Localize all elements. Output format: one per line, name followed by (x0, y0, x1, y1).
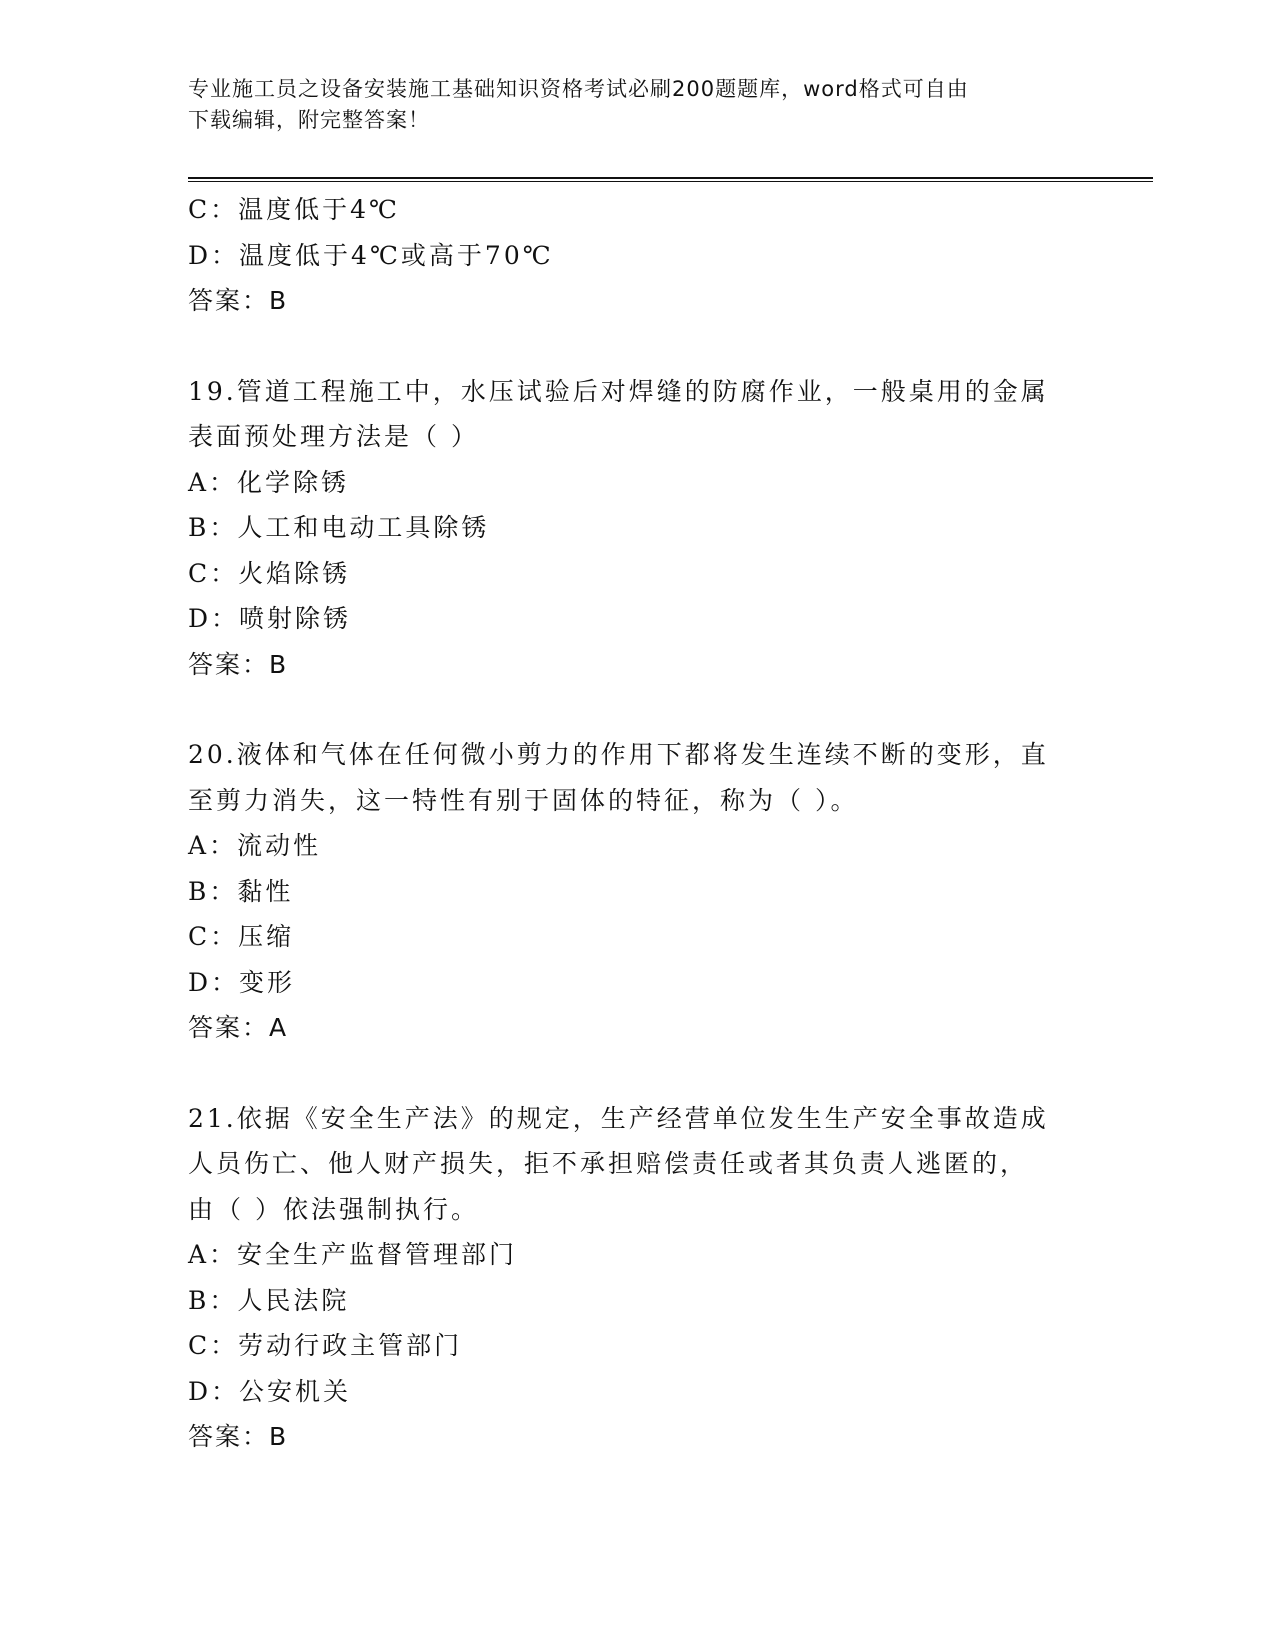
option-a: A：化学除锈 (188, 467, 350, 497)
question-text: 20.液体和气体在任何微小剪力的作用下都将发生连续不断的变形，直 (188, 740, 1049, 769)
option-d: D：温度低于4℃或高于70℃ (188, 240, 554, 270)
header-divider-thin (188, 181, 1153, 182)
answer: 答案：A (188, 1013, 289, 1042)
answer: 答案：B (188, 286, 289, 315)
question-text: 21.依据《安全生产法》的规定，生产经营单位发生生产安全事故造成 (188, 1103, 1049, 1133)
question-text: 至剪力消失，这一特性有别于固体的特征，称为（ ）。 (188, 785, 859, 815)
option-c: C：压缩 (188, 922, 295, 951)
header-line-1: 专业施工员之设备安装施工基础知识资格考试必刷200题题库，word格式可自由 (188, 77, 969, 101)
question-text: 表面预处理方法是（ ） (188, 422, 479, 451)
option-c: C：温度低于4℃ (188, 195, 401, 224)
question-text: 由（ ）依法强制执行。 (188, 1194, 479, 1224)
option-d: D：喷射除锈 (188, 604, 352, 633)
question-20 (188, 732, 1078, 1051)
answer: 答案：B (188, 649, 289, 679)
header-divider (188, 177, 1153, 179)
question-text: 19.管道工程施工中，水压试验后对焊缝的防腐作业，一般桌用的金属 (188, 376, 1049, 406)
option-c: C：火焰除锈 (188, 558, 351, 588)
question-content (188, 187, 1078, 1460)
option-a: A：流动性 (188, 831, 322, 860)
option-d: D：变形 (188, 967, 296, 997)
document-header (188, 74, 1088, 136)
option-b: B：人工和电动工具除锈 (188, 513, 490, 542)
option-c: C：劳动行政主管部门 (188, 1331, 463, 1360)
answer: 答案：B (188, 1422, 289, 1451)
question-21 (188, 1096, 1078, 1460)
option-b: B：人民法院 (188, 1285, 350, 1315)
header-line-2: 下载编辑，附完整答案！ (188, 108, 430, 132)
option-b: B：黏性 (188, 876, 294, 906)
question-19 (188, 369, 1078, 688)
option-a: A：安全生产监督管理部门 (188, 1240, 518, 1269)
question-text: 人员伤亡、他人财产损失，拒不承担赔偿责任或者其负责人逃匿的， (188, 1149, 1029, 1178)
previous-question-tail (188, 187, 1078, 324)
option-d: D：公安机关 (188, 1376, 352, 1406)
